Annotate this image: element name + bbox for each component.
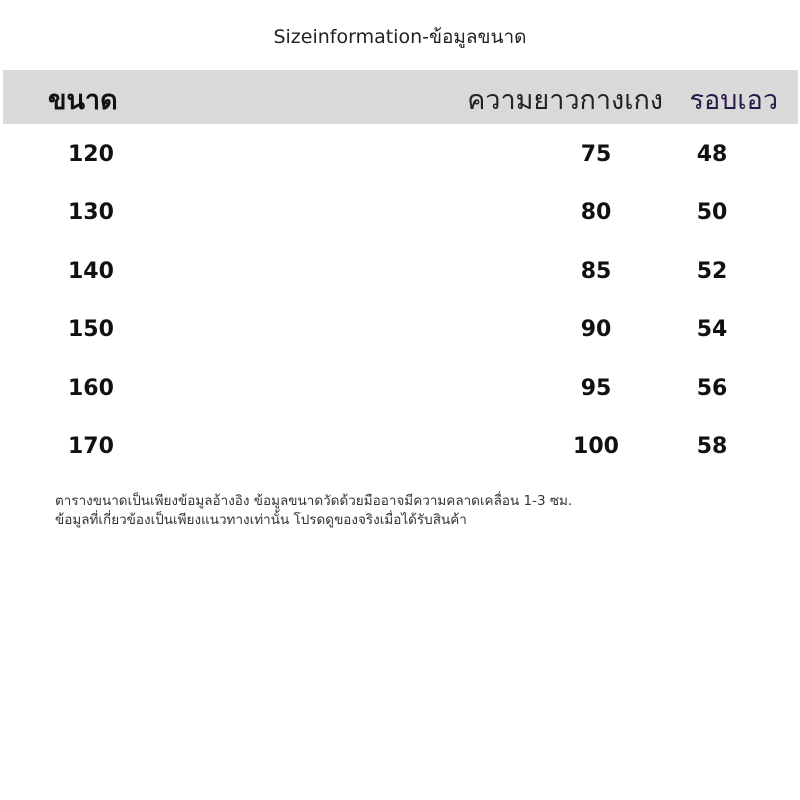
cell-size: 140 — [68, 258, 114, 284]
table-row — [0, 364, 800, 422]
disclaimer-line-1: ตารางขนาดเป็นเพียงข้อมูลอ้างอิง ข้อมูลขนาดวัดด้วยมืออาจมีความคลาดเคลื่อน 1-3 ซม. — [55, 493, 573, 509]
header-size: ขนาด — [48, 85, 118, 116]
cell-pants-length: 75 — [580, 142, 612, 167]
table-row — [0, 188, 800, 246]
cell-pants-length: 85 — [580, 258, 612, 284]
cell-waist: 52 — [696, 258, 728, 284]
cell-size: 170 — [68, 433, 114, 459]
cell-pants-length: 80 — [580, 200, 612, 226]
table-row — [0, 305, 800, 363]
table-row — [0, 247, 800, 305]
cell-size: 120 — [68, 142, 114, 167]
cell-waist: 56 — [696, 375, 728, 401]
disclaimer-note — [55, 492, 755, 530]
cell-pants-length: 95 — [580, 375, 612, 401]
cell-waist: 54 — [696, 317, 728, 343]
cell-size: 130 — [68, 200, 114, 226]
table-header — [3, 70, 798, 124]
disclaimer-line-2: ข้อมูลที่เกี่ยวข้องเป็นเพียงแนวทางเท่านั้น โปรดดูของจริงเมื่อได้รับสินค้า — [55, 512, 467, 528]
page-title: Sizeinformation-ข้อมูลขนาด — [273, 26, 527, 48]
cell-waist: 48 — [696, 142, 728, 167]
cell-pants-length: 90 — [580, 317, 612, 343]
cell-pants-length: 100 — [573, 433, 619, 459]
cell-size: 150 — [68, 317, 114, 343]
header-waist: รอบเอว — [689, 85, 778, 116]
table-row — [0, 422, 800, 480]
cell-size: 160 — [68, 375, 114, 401]
table-row — [0, 130, 800, 188]
size-table-body — [0, 130, 800, 480]
header-pants-length: ความยาวกางเกง — [467, 85, 663, 116]
cell-waist: 58 — [696, 433, 728, 459]
cell-waist: 50 — [696, 200, 728, 226]
